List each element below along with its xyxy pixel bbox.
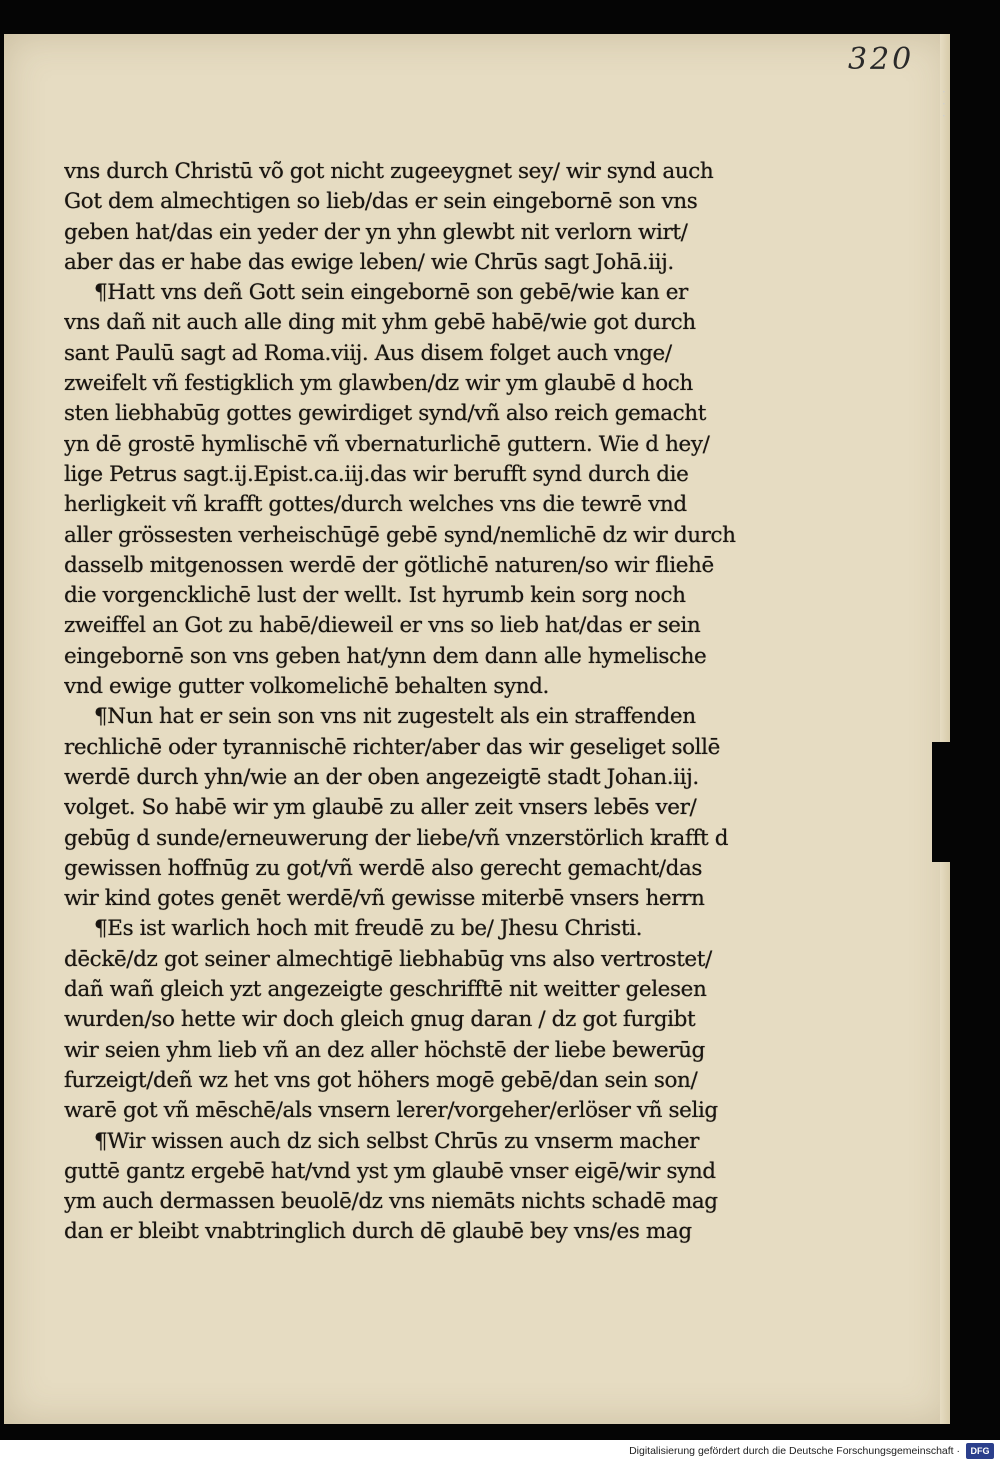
text-line: werdē durch yhn/wie an der oben angezeigtē stadt Johan.iij. <box>64 764 699 790</box>
footer-credit: Digitalisierung gefördert durch die Deutsche Forschungsgemeinschaft · <box>629 1445 960 1457</box>
text-line: vnd ewige gutter volkomelichē behalten synd. <box>64 674 549 700</box>
text-line: vns durch Christū võ got nicht zugeeygnet sey/ wir synd auch <box>64 159 714 184</box>
text-line: ¶Es ist warlich hoch mit freudē zu be/ Jhesu Christi. <box>94 916 643 942</box>
text-line: rechlichē oder tyrannischē richter/aber das wir geseliget sollē <box>64 734 720 760</box>
text-line: zweifelt vñ festigklich ym glawben/dz wir ym glaubē d hoch <box>64 371 693 397</box>
text-line: wir seien yhm lieb vñ an dez aller höchstē der liebe bewerūg <box>64 1037 705 1063</box>
text-line: warē got vñ mēschē/als vnsern lerer/vorgeher/erlöser vñ selig <box>64 1098 718 1124</box>
folio-number: 320 <box>848 42 915 77</box>
text-line: aller grössesten verheischūgē gebē synd/nemlichē dz wir durch <box>64 522 736 548</box>
text-line: wir kind gotes genēt werdē/vñ gewisse miterbē vnsers herrn <box>64 886 705 912</box>
page-edge <box>940 34 950 1424</box>
text-line: volget. So habē wir ym glaubē zu aller zeit vnsers lebēs ver/ <box>64 795 697 821</box>
text-line: furzeigt/deñ wz het vns got höhers mogē gebē/dan sein son/ <box>64 1067 698 1093</box>
text-line: guttē gantz ergebē hat/vnd yst ym glaubē vnser eigē/wir synd <box>64 1158 716 1184</box>
text-line: Got dem almechtigen so lieb/das er sein eingebornē son vns <box>64 189 698 215</box>
margin-marks: · · · <box>942 85 946 123</box>
text-line: wurden/so hette wir doch gleich gnug daran / dz got furgibt <box>64 1007 696 1033</box>
text-line: dēckē/dz got seiner almechtigē liebhabūg vns also vertrostet/ <box>64 946 712 972</box>
dfg-logo: DFG <box>966 1443 994 1459</box>
text-line: gebūg d sunde/erneuwerung der liebe/vñ vnzerstörlich krafft d <box>64 825 729 851</box>
text-line: dan er bleibt vnabtringlich durch dē glaubē bey vns/es mag <box>64 1219 692 1245</box>
text-line: dasselb mitgenossen werdē der götlichē naturen/so wir fliehē <box>64 552 714 578</box>
text-line: aber das er habe das ewige leben/ wie Chrūs sagt Johā.iij. <box>64 249 674 275</box>
text-line: die vorgencklichē lust der wellt. Ist hyrumb kein sorg noch <box>64 583 686 609</box>
text-line: yn dē grostē hymlischē vñ vbernaturlichē guttern. Wie d hey/ <box>64 431 710 457</box>
text-line: dañ wañ gleich yzt angezeigte geschrifftē nit weitter gelesen <box>64 977 707 1003</box>
text-line: zweiffel an Got zu habē/dieweil er vns so lieb hat/das er sein <box>64 613 701 639</box>
footer-bar <box>0 1440 1000 1464</box>
text-line: gewissen hoffnūg zu got/vñ werdē also gerecht gemacht/das <box>64 855 703 881</box>
text-line: herligkeit vñ krafft gottes/durch welches vns die tewrē vnd <box>64 492 687 518</box>
text-line: lige Petrus sagt.ij.Epist.ca.iij.das wir berufft synd durch die <box>64 461 689 487</box>
text-line: geben hat/das ein yeder der yn yhn glewbt nit verlorn wirt/ <box>64 219 688 245</box>
text-line: ¶Wir wissen auch dz sich selbst Chrūs zu vnserm macher <box>94 1128 700 1154</box>
text-line: ¶Hatt vns deñ Gott sein eingebornē son gebē/wie kan er <box>94 280 688 306</box>
text-line: ym auch dermassen beuolē/dz vns niemāts nichts schadē mag <box>64 1189 718 1215</box>
text-line: ¶Nun hat er sein son vns nit zugestelt als ein straffenden <box>94 704 696 730</box>
text-block <box>64 157 736 1248</box>
text-line: sten liebhabūg gottes gewirdiget synd/vñ also reich gemacht <box>64 401 706 427</box>
text-line: vns dañ nit auch alle ding mit yhm gebē habē/wie got durch <box>64 310 696 336</box>
page-tear <box>932 742 960 862</box>
text-line: sant Paulū sagt ad Roma.viij. Aus disem folget auch vnge/ <box>64 340 672 366</box>
text-line: eingebornē son vns geben hat/ynn dem dann alle hymelische <box>64 643 707 669</box>
